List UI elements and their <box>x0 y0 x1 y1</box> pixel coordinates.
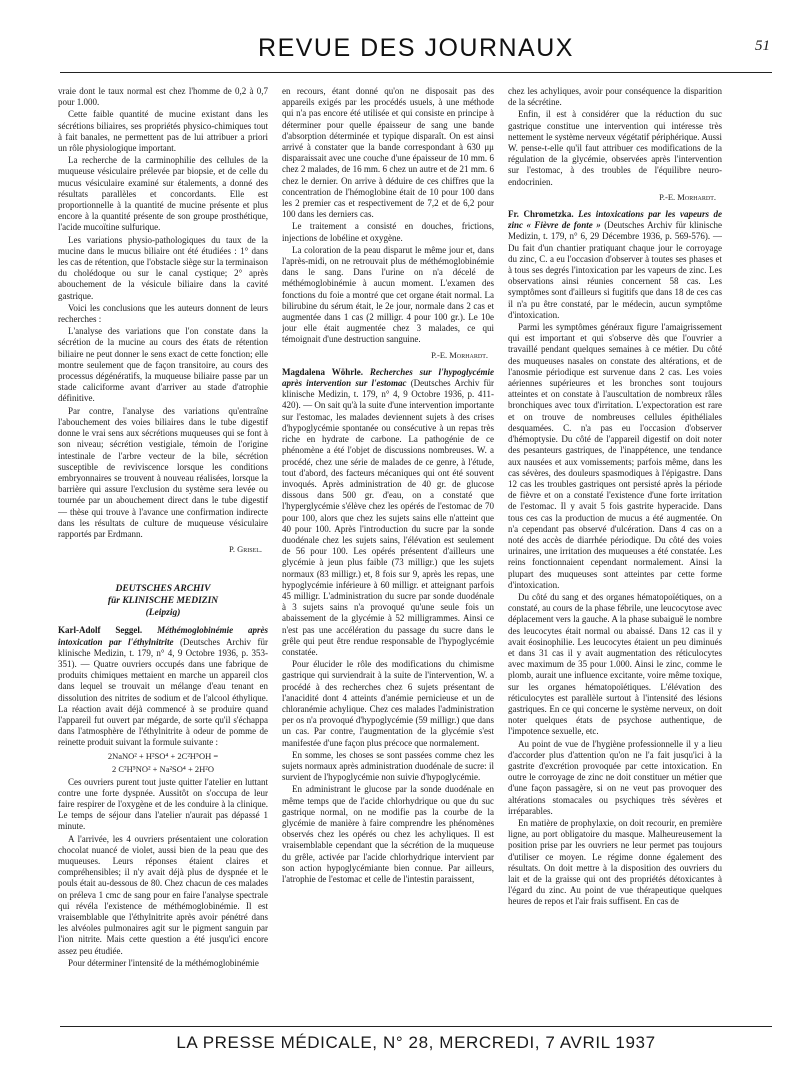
author-signature: P. Grisel. <box>229 544 262 555</box>
paragraph: La recherche de la carminophilie des cellules de la muqueuse vésiculaire prélevée par biopsie, et de celle du mucus vésiculaire examiné sur étalements, a donné des résultats parallèles et concordants. Elle est proportionnelle à la quantité de mucine présente et plus encore à la quantité présente de son groupe prosthétique, l'acide mucoïtine sulfurique. <box>58 155 268 233</box>
text-column-1 <box>58 86 268 1021</box>
text-column-3 <box>508 86 722 1021</box>
page-header <box>60 28 772 73</box>
journal-section-city: (Leipzig) <box>145 608 181 619</box>
article-body: (Deutsches Archiv für klinische Medizin, t. 179, n° 4, 9 Octobre 1936, p. 353-351). — Quatre ouvriers occupés dans une fabrique de produits chimiques mettaient en marche un appareil clos dans lequel se trouvait un mélange d'eau tenant en dissolution des nitrites de sodium et de l'alcool éthylique. La réaction avait déjà commencé à se produire quand l'appareil fut ouvert par mégarde, de sorte qu'il s'échappa dans l'atmosphère de l'éthylnitrite à odeur de pomme de reinette produit suivant la formule suivante : <box>58 636 268 748</box>
paragraph: Voici les conclusions que les auteurs donnent de leurs recherches : <box>58 302 268 325</box>
paragraph: vraie dont le taux normal est chez l'homme de 0,2 à 0,7 pour 1.000. <box>58 86 268 108</box>
paragraph: A l'arrivée, les 4 ouvriers présentaient une coloration chocolat nuancé de violet, aussi bien de la peau que des muqueuses. Leurs réponses étaient claires et compréhensibles; il n'y avait déjà plus de dyspnée et le pouls était au-dessous de 80. Chez chacun de ces malades on préleva 1 cmc de sang pour en faire l'analyse spectrale qui révéla l'existence de méthémoglobinémie. Il est vraisemblable que l'éthylnitrite après avoir pénétré dans les alvéoles pulmonaires agit sur le pigment sanguin par l'ion nitrite. Mais cette question a été jusqu'ici encore assez peu étudiée. <box>58 833 268 956</box>
article-title: Les intoxications par les vapeurs de zinc « Fièvre de fonte » <box>508 209 722 231</box>
chemical-formula-line: 2 C²H⁵NO² + Na²SO⁴ + 2H²O <box>112 763 214 774</box>
article-author: Karl-Adolf Seggel. <box>58 625 143 636</box>
paragraph: Enfin, il est à considérer que la réduction du suc gastrique constitue une intervention qui intéresse très nettement le système nerveux végétatif périphérique. Aussi W. pense-t-elle qu'il faut attribuer ces modifications de la régulation de la glycémie, observées après l'intervention sur l'estomac, à des troubles de l'équilibre neuro-endocrinien. <box>508 109 722 187</box>
paragraph: Pour élucider le rôle des modifications du chimisme gastrique qui surviendrait à la suite de l'intervention, W. a procédé à des recherches chez 6 sujets présentant de l'anacidité dont 4 atteints d'anémie pernicieuse et un de chloranémie achylique. Chez ces malades l'administration per os n'a provoqué d'hypoglycémie (59 milligr.) que dans un cas. Par contre, l'augmentation de la glycémie s'est manifestée d'une façon plus précoce que normalement. <box>282 659 494 748</box>
author-signature: P.-E. Morhardt. <box>431 349 488 360</box>
paragraph: Par contre, l'analyse des variations qu'entraîne l'abouchement des voies biliaires dans le tube digestif donne le vrai sens aux sécrétions muqueuses qui se font à son niveau; sécrétion vestigiale, témoin de l'origine intestinale de l'arbre vecteur de la bile, sécrétion susceptible de reviviscence lorsque les conditions embryonnaires se trouvent à nouveau réalisées, lorsque la barrière qui assure l'exclusion du système sera levée ou tournée par un abouchement direct dans le tube digestif — thèse qui trouve à l'avance une confirmation indirecte dans les résultats de culture de muqueuse vésiculaire rapportés par Erdmann. <box>58 405 268 539</box>
article-entry <box>58 625 268 748</box>
paragraph: Ces ouvriers purent tout juste quitter l'atelier en luttant contre une forte dyspnée. Aussitôt on s'occupa de leur faire respirer de l'oxygène et de les conduire à la clinique. Le temps de séjour dans l'atelier n'aurait pas dépassé 1 minute. <box>58 776 268 832</box>
running-title: REVUE DES JOURNAUX <box>258 34 574 62</box>
chemical-formula-line: 2NaNO² + H²SO⁴ + 2C²H⁵OH = <box>107 750 219 761</box>
paragraph: Les variations physio-pathologiques du taux de la mucine dans le mucus biliaire ont été étudiées : 1° dans les cas de rétention, que l'obstacle siège sur la terminaison du cholédoque ou sur le canal cystique; 2° après abouchement de la vésicule biliaire dans la cavité gastrique. <box>58 234 268 301</box>
article-title: Recherches sur l'hypoglycémie après intervention sur l'estomac <box>282 366 494 389</box>
paragraph: En somme, les choses se sont passées comme chez les sujets normaux après administration duodénale de sucre: il survient de l'hypoglycémie non suivie d'hypoglycémie. <box>282 749 494 783</box>
article-entry <box>282 367 494 658</box>
section-spacer <box>58 561 268 583</box>
page-number: 51 <box>755 38 770 54</box>
paragraph: Le traitement a consisté en douches, frictions, injections de lobéline et oxygène. <box>282 221 494 243</box>
article-author: Fr. Chrometzka. <box>508 209 574 220</box>
journal-section-title: DEUTSCHES ARCHIV <box>115 584 211 595</box>
article-title: Méthémoglobinémie après intoxication par l'éthylnitrite <box>58 625 268 647</box>
paragraph: En administrant le glucose par la sonde duodénale en même temps que de l'acide chlorhydrique ou que du suc gastrique normal, on ne modifie pas la courbe de la glycémie de manière à faire comprendre les phénomènes observés chez les opérés ou chez les achyliques. Il est vraisemblable cependant que la sécrétion de la muqueuse du grêle, activée par l'acide chlorhydrique intervient par son action hypoglycémiante bien connue. Par ailleurs, l'atrophie de l'estomac et celle de l'intestin paraissent, <box>282 784 494 885</box>
page-footer <box>60 1026 772 1057</box>
paragraph: Pour déterminer l'intensité de la méthémoglobinémie <box>68 957 259 968</box>
text-column-2 <box>282 86 494 1021</box>
author-signature: P.-E. Morhardt. <box>659 191 716 202</box>
paragraph: Cette faible quantité de mucine existant dans les sécrétions biliaires, ses propriétés physico-chimiques tout à fait banales, ne permettent pas de lui attribuer a priori un rôle physiologique important. <box>58 109 268 154</box>
paragraph: La coloration de la peau disparut le même jour et, dans l'après-midi, on ne retrouvait plus de méthémoglobinémie dans le sang. Dans l'urine on n'a décelé de méthémoglobinémie à aucun moment. L'examen des fonctions du foie a montré que cet organe était normal. La bilirubine du sérum était, le 2e jour, normale dans 2 cas et augmentée dans 1 cas (2 milligr. 4 pour 100 gr.). Le 10e jour elle était augmentée chez 3 malades, ce qui témoignait d'une destruction sanguine. <box>282 244 494 345</box>
publication-line: LA PRESSE MÉDICALE, N° 28, MERCREDI, 7 AVRIL 1937 <box>176 1033 656 1052</box>
article-body: (Deutsches Archiv für klinische Medizin, t. 179, n° 4, 9 Octobre 1936, p. 411-420). — On sait qu'à la suite d'une intervention importante sur l'estomac, les malades deviennent sujets à des crises d'hypoglycémie spontanée ou consécutive à un repas très riche en hydrate de carbone. La pathogénie de ce phénomène a été l'objet de discussions nombreuses. W. a procédé, chez une série de malades de ce genre, à l'étude, tout d'abord, des facteurs mécaniques qui ont été souvent invoqués. Après administration de 40 gr. de glucose dissous dans 500 gr. d'eau, on a constaté que l'hyperglycémie s'élève chez les opérés de l'estomac de 70 pour 100, alors que chez les sujets sains elle n'atteint que 40 pour 100. Après l'introduction du sucre par la sonde duodénale chez les sujets sains, l'élévation est seulement de 56 pour 100. Les opérés présentent d'ailleurs une glycémie à jeun plus faible (73 milligr.) que les sujets normaux (83 milligr.) et, 8 fois sur 9, après les repas, une hypoglycémie inférieure à 60 milligr. et atteignant parfois 45 milligr. L'administration du sucre par sonde duodénale à 3 sujets sains n'a provoqué qu'une seule fois un abaissement de la glycémie à 52 milligrammes. Ainsi ce n'est pas une accélération du passage du sucre dans le grêle qui peut être rendue responsable de l'hypoglycémie constatée. <box>282 378 494 657</box>
paragraph: L'analyse des variations que l'on constate dans la sécrétion de la mucine au cours des états de rétention biliaire ne peut donner le sens exact de cette fonction; elle montre seulement que de façon transitoire, au cours des processus dégénératifs, la muqueuse biliaire passe par un stade caliciforme avant d'arriver au stade d'atrophie définitive. <box>58 326 268 404</box>
paragraph: Au point de vue de l'hygiène professionnelle il y a lieu d'accorder plus d'attention qu'on ne l'a fait jusqu'ici à la gastrite d'excrétion provoquée par cette intoxication. En outre le corroyage de zinc ne doit constituer un métier que d'une façon passagère, si on ne veut pas provoquer des altérations stomacales ou psychiques très sévères et irréparables. <box>508 738 722 816</box>
paragraph: En matière de prophylaxie, on doit recourir, en première ligne, au port obligatoire du masque. Malheureusement la position prise par les ouvriers ne leur permet pas toujours d'utiliser ce moyen. Le régime donne également des résultats. On doit mettre à la disposition des ouvriers du lait et de la graisse qui ont des propriétés détoxicantes à l'égard du zinc. Au point de vue thérapeutique quelques heures de repos et l'air frais suffisent. En cas de <box>508 818 722 907</box>
article-author: Magdalena Wöhrle. <box>282 366 363 377</box>
journal-section-subtitle: für KLINISCHE MEDIZIN <box>107 596 219 607</box>
article-body: (Deutsches Archiv für klinische Medizin, t. 179, n° 6, 29 Décembre 1936, p. 569-576). — Du fait d'un chantier pratiquant chaque jour le corroyage du zinc, C. a eu l'occasion d'observer à toutes ses phases et à tous ses degrés l'intoxication par les vapeurs de zinc. Les observations ainsi réunies concernent 58 cas. Les symptômes sont d'ailleurs si fugitifs que dans 18 de ces cas il n'a pu être constaté, par le médecin, aucun symptôme d'intoxication. <box>508 220 722 320</box>
paragraph: Du côté du sang et des organes hématopoïétiques, on a constaté, au cours de la phase fébrile, une leucocytose avec déplacement vers la gauche. A la phase subaiguë le nombre des leucocytes était normal ou abaissé. Dans 12 cas il y avait éosinophilie. Les leucocytes étaient un peu diminués et dans 31 cas il y avait augmentation des réticulocytes avec maximum de 35 pour 1.000. Ainsi le zinc, comme le plomb, aurait une influence excitante, voire même toxique, sur les organes hématopoïétiques. L'élévation des réticulocytes est parallèle surtout à l'intensité des lésions gastriques. En ce qui concerne le système nerveux, on doit noter quelques états de psychose authentique, de l'impotence sexuelle, etc. <box>508 591 722 737</box>
paragraph: en recours, étant donné qu'on ne disposait pas des appareils exigés par les procédés usuels, à une méthode qui n'a pas encore été utilisée et qui consiste en principe à déterminer pour quelle épaisseur de sang une bande d'absorption déterminée et typique disparaît. On est ainsi arrivé à constater que la bande correspondant à 630 μμ disparaissait avec une couche d'une épaisseur de 10 mm. 6 chez 2 malades, de 16 mm. 6 chez un autre et de 21 mm. 6 chez le dernier. On arrive à déduire de ces chiffres que la concentration de l'hémoglobine était de 10 pour 100 dans les 2 premier cas et respectivement de 7,2 et de 6,2 pour 100 dans les derniers cas. <box>282 86 494 220</box>
article-entry <box>508 209 722 321</box>
paragraph: Parmi les symptômes généraux figure l'amaigrissement qui est important et qui s'observe dès que l'ouvrier a travaillé pendant quelques semaines à ce métier. Du côté des muqueuses nasales on constate des altérations, et de l'anosmie périodique est survenue dans 2 cas. Les voies aériennes supérieures et les bronches sont toujours atteintes et on constate à l'auscultation de nombreux râles bronchiques avec toux d'irritation. L'expectoration est rare et on trouve de nombreuses cellules épithéliales desquamées. C. n'a pas eu l'occasion d'observer d'hémoptysie. Du côté de l'appareil digestif on doit noter des pesanteurs gastriques, de l'inappétence, une tendance aux nausées et aux vomissements; parfois même, dans les cas sévères, des douleurs spasmodiques à l'épigastre. Dans 12 cas les troubles gastriques ont persisté après la période de fièvre et on a constaté l'existence d'une forte irritation de l'estomac. Il y avait 5 fois gastrite hyperacide. Dans tous ces cas la production de mucus a été augmentée. On n'a cependant pas observé d'ulcération. Dans 4 cas on a noté des accès de diarrhée périodique. Du côté des voies urinaires, une irritation des muqueuses a été constatée. Les reins fonctionnaient cependant normalement. Ainsi la plupart des muqueuses sont atteintes par cette forme d'intoxication. <box>508 322 722 590</box>
paragraph: chez les achyliques, avoir pour conséquence la disparition de la sécrétine. <box>508 86 722 108</box>
